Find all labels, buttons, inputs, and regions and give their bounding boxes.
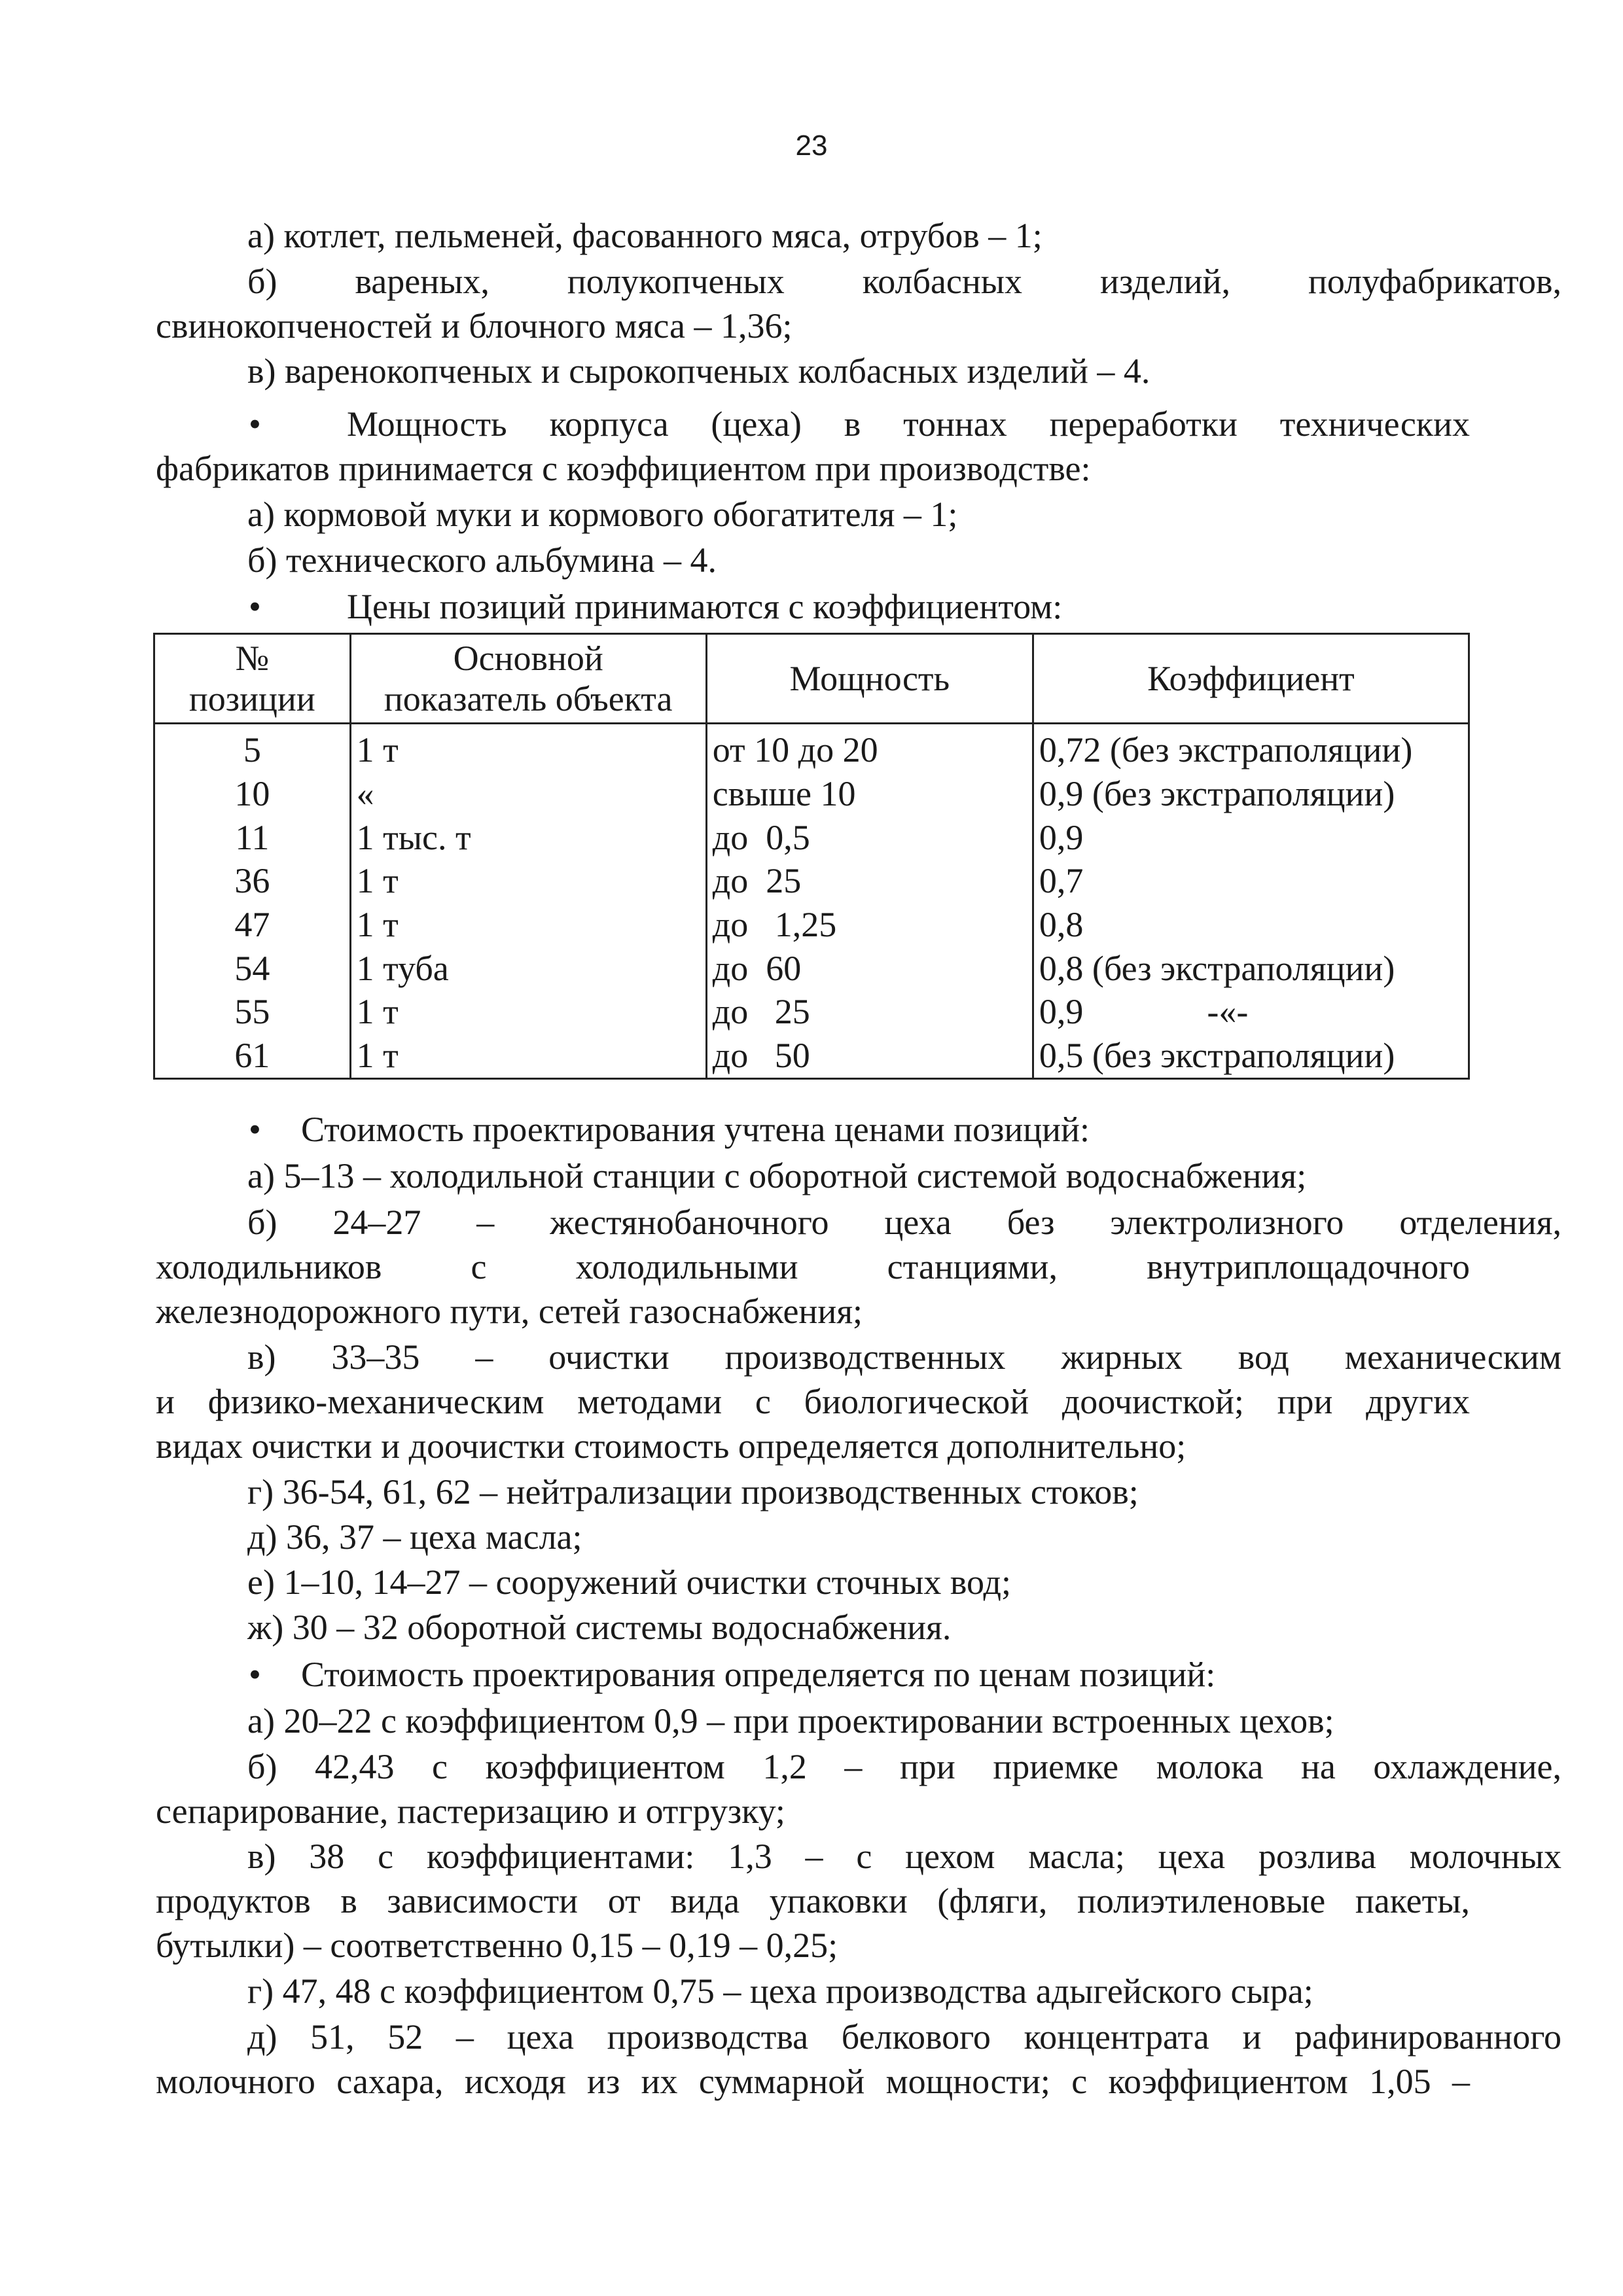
cell-position: 10 [154,772,351,816]
bullet4-item-b-line2: сепарирование, пастеризацию и отгрузку; [156,1792,785,1831]
cell-coefficient: 0,72 (без экстраполяции) [1033,724,1469,772]
intro-item-v: в) варенокопченых и сырокопченых колбасных изделий – 4. [247,351,1150,391]
bullet-text: Мощность корпуса (цеха) в тоннах переработки технических [347,404,1470,444]
cell-coefficient: 0,8 [1033,903,1469,947]
table-row [154,772,1469,816]
bullet1-line2: фабрикатов принимается с коэффициентом при производстве: [156,449,1091,488]
bullet4-item-a: а) 20–22 с коэффициентом 0,9 – при проектировании встроенных цехов; [247,1701,1334,1740]
bullet3-item-b-line2: холодильников с холодильными станциями, внутриплощадочного [156,1247,1470,1286]
cell-coefficient: 0,9 -«- [1033,990,1469,1034]
table-row [154,1034,1469,1078]
bullet4-item-b-line1: б) 42,43 с коэффициентом 1,2 – при приемке молока на охлаждение, [247,1747,1561,1786]
cell-indicator: 1 т [350,724,706,772]
bullet3-item-v-line1: в) 33–35 – очистки производственных жирных вод механическим [247,1337,1561,1377]
cell-position: 47 [154,903,351,947]
price-coefficient-table [153,633,1470,1080]
cell-indicator: 1 т [350,859,706,903]
bullet3-item-a: а) 5–13 – холодильной станции с оборотной системой водоснабжения; [247,1156,1307,1195]
cell-indicator: « [350,772,706,816]
bullet-paragraph-determined-cost [249,1652,1470,1697]
bullet4-item-d-line2: молочного сахара, исходя из их суммарной мощности; с коэффициентом 1,05 – [156,2062,1470,2101]
cell-indicator: 1 т [350,903,706,947]
table-header-row [154,634,1469,724]
bullet1-item-a: а) кормовой муки и кормового обогатителя – 1; [247,495,958,534]
cell-coefficient: 0,9 [1033,816,1469,860]
table-row [154,990,1469,1034]
cell-indicator: 1 т [350,1034,706,1078]
bullet4-item-v-line3: бутылки) – соответственно 0,15 – 0,19 – 0,25; [156,1926,838,1965]
header-capacity: Мощность [706,634,1033,724]
cell-position: 36 [154,859,351,903]
bullet3-item-zh: ж) 30 – 32 оборотной системы водоснабжения. [247,1608,952,1647]
table-row [154,903,1469,947]
header-position [154,634,351,724]
intro-item-b-line2: свинокопченостей и блочного мяса – 1,36; [156,306,793,345]
bullet-text: Стоимость проектирования определяется по ценам позиций: [301,1655,1216,1694]
bullet4-item-d-line1: д) 51, 52 – цеха производства белкового концентрата и рафинированного [247,2017,1561,2057]
table-row [154,724,1469,772]
header-indicator [350,634,706,724]
header-coefficient: Коэффициент [1033,634,1469,724]
bullet3-item-d: д) 36, 37 – цеха масла; [247,1517,582,1557]
cell-capacity: до 1,25 [706,903,1033,947]
cell-capacity: до 60 [706,947,1033,991]
bullet4-item-g: г) 47, 48 с коэффициентом 0,75 – цеха производства адыгейского сыра; [247,1971,1313,2011]
bullet-icon: • [249,404,261,444]
bullet3-item-v-line2: и физико-механическим методами с биологической доочисткой; при других [156,1382,1470,1421]
header-position-line1: № [235,639,270,678]
bullet3-item-g: г) 36-54, 61, 62 – нейтрализации производственных стоков; [247,1472,1139,1511]
bullet-icon: • [249,587,261,626]
cell-coefficient: 0,8 (без экстраполяции) [1033,947,1469,991]
bullet1-item-b: б) технического альбумина – 4. [247,540,717,580]
bullet4-item-v-line2: продуктов в зависимости от вида упаковки (фляги, полиэтиленовые пакеты, [156,1881,1470,1920]
cell-indicator: 1 туба [350,947,706,991]
header-indicator-line2: показатель объекта [383,679,673,718]
bullet4-item-v-line1: в) 38 с коэффициентами: 1,3 – с цехом масла; цеха розлива молочных [247,1837,1561,1876]
cell-capacity: до 0,5 [706,816,1033,860]
bullet3-item-e: е) 1–10, 14–27 – сооружений очистки сточных вод; [247,1563,1011,1602]
table-row [154,947,1469,991]
cell-position: 11 [154,816,351,860]
bullet-icon: • [249,1655,261,1694]
bullet-text: Цены позиций принимаются с коэффициентом: [347,587,1063,626]
bullet-icon: • [249,1110,261,1149]
cell-coefficient: 0,5 (без экстраполяции) [1033,1034,1469,1078]
cell-capacity: свыше 10 [706,772,1033,816]
cell-capacity: до 25 [706,990,1033,1034]
header-indicator-line1: Основной [453,639,603,678]
cell-capacity: от 10 до 20 [706,724,1033,772]
cell-capacity: до 50 [706,1034,1033,1078]
cell-indicator: 1 т [350,990,706,1034]
table-row [154,816,1469,860]
page-number: 23 [795,130,828,162]
intro-item-b-line1: б) вареных, полукопченых колбасных изделий, полуфабрикатов, [247,262,1561,301]
cell-coefficient: 0,9 (без экстраполяции) [1033,772,1469,816]
cell-coefficient: 0,7 [1033,859,1469,903]
cell-position: 61 [154,1034,351,1078]
bullet3-item-b-line1: б) 24–27 – жестянобаночного цеха без электролизного отделения, [247,1203,1561,1242]
cell-indicator: 1 тыс. т [350,816,706,860]
bullet-paragraph-included-cost [249,1107,1470,1152]
intro-item-a: а) котлет, пельменей, фасованного мяса, отрубов – 1; [247,216,1043,255]
cell-capacity: до 25 [706,859,1033,903]
cell-position: 5 [154,724,351,772]
bullet-paragraph-capacity [249,402,1470,446]
table-row [154,859,1469,903]
header-position-line2: позиции [188,679,315,718]
bullet3-item-v-line3: видах очистки и доочистки стоимость определяется дополнительно; [156,1426,1186,1466]
cell-position: 54 [154,947,351,991]
bullet-text: Стоимость проектирования учтена ценами позиций: [301,1110,1090,1149]
bullet-paragraph-prices [249,584,1470,629]
bullet3-item-b-line3: железнодорожного пути, сетей газоснабжения; [156,1292,863,1331]
cell-position: 55 [154,990,351,1034]
